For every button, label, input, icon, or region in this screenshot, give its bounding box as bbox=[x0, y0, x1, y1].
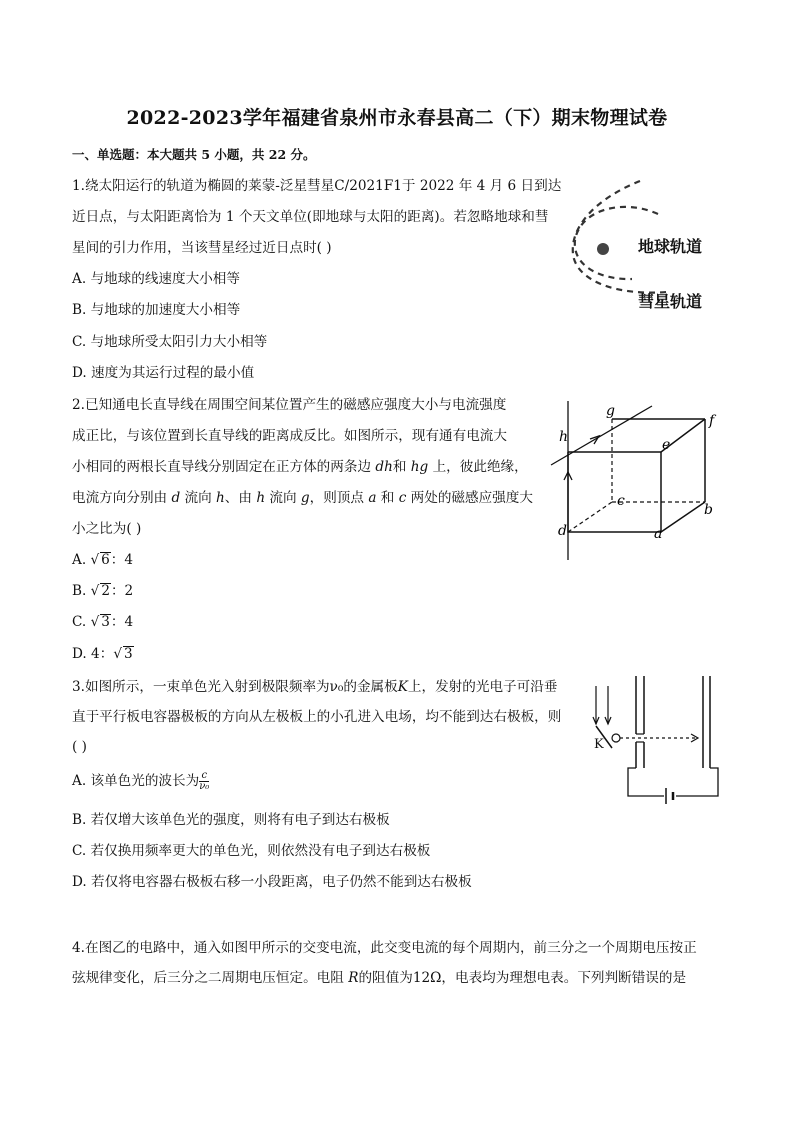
q1-option-c: C. 与地球所受太阳引力大小相等 bbox=[72, 334, 268, 350]
q2-text-line: 小相同的两根长直导线分别固定在正方体的两条边 dh和 hg 上，彼此绝缘， bbox=[72, 459, 528, 475]
vertex-label-h: h bbox=[559, 429, 569, 445]
q2-text-line: 2.已知通电长直导线在周围空间某位置产生的磁感应强度大小与电流强度 bbox=[72, 397, 507, 413]
vertex-label-e: e bbox=[662, 437, 671, 453]
q4-text-line: 4.在图乙的电路中，通入如图甲所示的交变电流，此交变电流的每个周期内，前三分之一个周期电压按正 bbox=[72, 940, 697, 956]
vertex-label-f: f bbox=[709, 413, 715, 429]
q2-cube-figure bbox=[548, 395, 728, 565]
page-title: 2022-2023学年福建省泉州市永春县高二（下）期末物理试卷 bbox=[126, 107, 668, 129]
q1-option-a: A. 与地球的线速度大小相等 bbox=[72, 271, 240, 287]
q2-option-a: A. √ 6：4 bbox=[72, 552, 134, 568]
q1-text-line: 1.绕太阳运行的轨道为椭圆的莱蒙-泛星彗星C/2021F1于 2022 年 4 月 6 日到达 bbox=[72, 178, 562, 194]
q1-orbit-figure bbox=[562, 176, 727, 320]
q2-text-line: 小之比为( ) bbox=[72, 521, 142, 537]
q3-option-c: C. 若仅换用频率更大的单色光，则依然没有电子到达右极板 bbox=[72, 843, 431, 859]
q3-capacitor-figure bbox=[588, 676, 728, 804]
q3-option-d: D. 若仅将电容器右极板右移一小段距离，电子仍然不能到达右极板 bbox=[72, 874, 472, 890]
q1-text-line: 近日点，与太阳距离恰为 1 个天文单位(即地球与太阳的距离)。若忽略地球和彗 bbox=[72, 209, 549, 225]
q2-option-d: D. 4：√ 3 bbox=[72, 646, 133, 662]
q3-option-b: B. 若仅增大该单色光的强度，则将有电子到达右极板 bbox=[72, 812, 390, 828]
vertex-label-b: b bbox=[704, 502, 713, 518]
q3-text-line: 直于平行板电容器极板的方向从左极板上的小孔进入电场，均不能到达右极板，则 bbox=[72, 709, 562, 725]
q3-option-a: A. 该单色光的波长为 $\frac{c}{\text{ν₀}}$ bbox=[72, 770, 210, 792]
q2-option-c: C. √ 3：4 bbox=[72, 614, 134, 630]
vertex-label-c: c bbox=[617, 493, 625, 509]
q2-text-line: 成正比，与该位置到长直导线的距离成反比。如图所示，现有通有电流大 bbox=[72, 428, 507, 444]
q1-option-d: D. 速度为其运行过程的最小值 bbox=[72, 365, 255, 381]
q1-text-line: 星间的引力作用，当该彗星经过近日点时( ) bbox=[72, 240, 332, 256]
q1-option-b: B. 与地球的加速度大小相等 bbox=[72, 302, 241, 318]
q3-text-line: ( ) bbox=[72, 739, 87, 755]
earth-orbit-label: 地球轨道 bbox=[638, 237, 703, 256]
plate-k-label: K bbox=[594, 737, 604, 752]
q3-text-line: 3.如图所示，一束单色光入射到极限频率为ν₀的金属板K上，发射的光电子可沿垂 bbox=[72, 679, 558, 695]
vertex-label-a: a bbox=[654, 526, 663, 542]
vertex-label-g: g bbox=[606, 403, 615, 419]
q2-option-b: B. √ 2：2 bbox=[72, 583, 134, 599]
vertex-label-d: d bbox=[558, 523, 567, 539]
section-heading: 一、单选题：本大题共 5 小题，共 22 分。 bbox=[72, 147, 316, 162]
q4-text-line: 弦规律变化，后三分之二周期电压恒定。电阻 R的阻值为12Ω，电表均为理想电表。下列判断错误的是 bbox=[72, 970, 687, 986]
comet-orbit-label: 彗星轨道 bbox=[638, 292, 703, 311]
q2-text-line: 电流方向分别由 d 流向 h、由 h 流向 g，则顶点 a 和 c 两处的磁感应强度大 bbox=[72, 490, 533, 506]
